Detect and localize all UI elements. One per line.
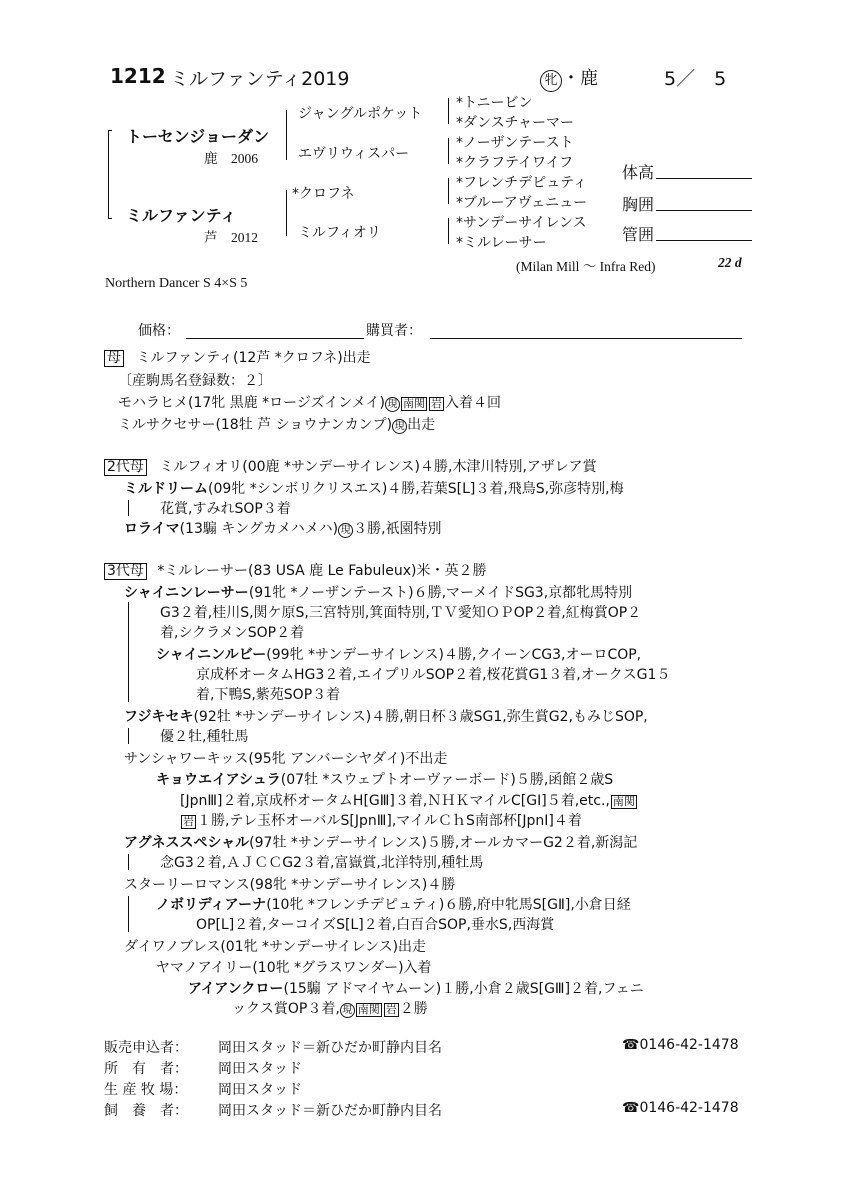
runner-shininruby-cont: 着,下鴨S,紫苑SOP３着 <box>196 687 341 703</box>
footer-label: 販売申込者： <box>104 1040 188 1056</box>
current-mark: 現 <box>385 397 400 412</box>
runner-shininracer-cont: G3２着,桂川S,関ケ原S,三宮特別,箕面特別,ＴＶ愛知ＯＰOP２着,紅梅賞OP２ <box>160 605 642 621</box>
footer-value: 岡田スタッド <box>218 1082 302 1098</box>
footer-value: 岡田スタッド＝新ひだか町静内目名 <box>218 1040 442 1056</box>
price-label: 価格： <box>138 323 180 339</box>
foal-count: 〔産駒馬名登録数：２〕 <box>118 373 272 389</box>
runner-shininruby-cont: 京成杯オータムHG3２着,エイプリルSOP２着,桜花賞G1３着,オークスG1５ <box>196 667 671 683</box>
footer-value: 岡田スタッド <box>218 1061 302 1077</box>
runner-roraima: ロライマ(13騸 キングカメハメハ) 現 ３勝,祇園特別 <box>124 521 442 537</box>
region-tag: 南関 <box>357 1003 380 1016</box>
sex-mark: 牝 <box>540 70 562 92</box>
girth-field[interactable] <box>656 210 752 211</box>
height-field[interactable] <box>656 178 752 179</box>
runner-noboridiana-cont: OP[L]２着,ターコイズS[L]２着,白百合SOP,垂水S,西海賞 <box>196 917 555 933</box>
buyer-field[interactable] <box>430 338 742 339</box>
dam-line: ミルファンティ(12芦 *クロフネ)出走 <box>136 350 371 366</box>
g3-7: *サンデーサイレンス <box>456 215 587 231</box>
runner-fujikiseki: フジキセキ(92牡 *サンデーサイレンス)４勝,朝日杯３歳SG1,弥生賞G2,もみじSOP, <box>124 709 648 725</box>
sex-badge <box>540 64 598 92</box>
region-tag: 岩 <box>385 1003 397 1016</box>
height-label: 体高 <box>622 163 655 182</box>
horse-name: ミルファンティ2019 <box>170 68 350 90</box>
dam-name: ミルファンティ <box>126 206 237 225</box>
footer-label: 所 有 者： <box>104 1061 188 1077</box>
price-field[interactable] <box>186 338 364 339</box>
lot-number: 1212 <box>110 64 166 88</box>
runner-ironclaw: アイアンクロー(15騸 アドマイヤムーン)１勝,小倉２歳S[GⅢ]２着,フェニ <box>188 981 644 997</box>
pedigree-brace <box>108 130 109 218</box>
third-dam-line: 3代母 *ミルレーサー(83 USA 鹿 Le Fabuleux)米・英２勝 <box>104 560 486 580</box>
region-tag: 岩 <box>430 397 442 410</box>
g3-3: *ノーザンテースト <box>456 135 574 151</box>
g3-4: *クラフテイワイフ <box>456 155 574 171</box>
dam-sire: *クロフネ <box>292 186 355 202</box>
runner-kyoeiashura-cont: [JpnⅢ]２着,京成杯オータムH[GⅢ]３着,ＮＨＫマイルC[GⅠ]５着,etc., 南関 <box>180 793 635 809</box>
dam-section-label: 母 <box>104 350 124 367</box>
runner-agnesspecial: アグネススペシャル(97牡 *サンデーサイレンス)５勝,オールカマーG2２着,新潟記 <box>124 835 638 851</box>
runner-yamanoairy: ヤマノアイリー(10牝 *グラスワンダー)入着 <box>156 960 432 976</box>
birth-date: 5／ 5 <box>664 68 727 90</box>
footer-value: 岡田スタッド＝新ひだか町静内目名 <box>218 1103 442 1119</box>
runner-starryromance: スターリーロマンス(98牝 *サンデーサイレンス)４勝 <box>124 877 456 893</box>
dam-section <box>104 347 371 367</box>
sire-sire: ジャングルポケット <box>298 106 423 122</box>
family-note: (Milan Mill ～ Infra Red) <box>516 259 656 274</box>
buyer-label: 購買者： <box>366 323 422 339</box>
foal-1: モハラヒメ(17牝 黒鹿 *ロージズインメイ) 現 南関 岩 入着４回 <box>118 395 501 411</box>
second-dam-line: 2代母 ミルフィオリ(00鹿 *サンデーサイレンス)４勝,木津川特別,アザレア賞 <box>104 456 597 476</box>
second-dam-label: 2代母 <box>104 459 147 476</box>
footer-label: 生 産 牧 場： <box>104 1082 188 1098</box>
g3-2: *ダンスチャーマー <box>456 115 575 131</box>
sire-name: トーセンジョーダン <box>126 127 270 146</box>
region-tag: 岩 <box>183 815 194 828</box>
runner-shininracer-cont: 着,シクラメンSOP２着 <box>160 625 305 641</box>
cannon-label: 管囲 <box>622 225 655 244</box>
phone: ☎0146-42-1478 <box>622 1037 739 1053</box>
runner-milldream: ミルドリーム(09牝 *シンボリクリスエス)４勝,若葉S[L]３着,飛鳥S,弥彦特別,梅 <box>124 481 624 497</box>
sire-dam: エヴリウィスパー <box>298 146 410 162</box>
inbreeding: Northern Dancer S 4×S 5 <box>105 276 248 291</box>
runner-kyoeiashura: キョウエイアシュラ(07牡 *スウェプトオーヴァーボード)５勝,函館２歳S <box>156 772 614 788</box>
sire-info: 鹿 2006 <box>204 151 258 166</box>
region-tag: 南関 <box>402 397 425 410</box>
current-mark: 現 <box>340 1003 355 1018</box>
foal-2: ミルサクセサー(18牡 芦 ショウナンカンプ) 現 出走 <box>118 417 436 433</box>
current-mark: 現 <box>338 523 353 538</box>
footer-label: 飼 養 者： <box>104 1103 188 1119</box>
dam-dam: ミルフィオリ <box>298 225 381 241</box>
current-mark: 現 <box>392 419 407 434</box>
runner-daiwanobless: ダイワノブレス(01牝 *サンデーサイレンス)出走 <box>124 939 427 955</box>
sex-color: ・鹿 <box>562 68 598 89</box>
runner-agnesspecial-cont: 念G3２着,ＡＪＣＣG2３着,富嶽賞,北洋特別,種牡馬 <box>160 855 484 871</box>
third-dam-label: 3代母 <box>104 563 147 580</box>
cannon-field[interactable] <box>656 240 752 241</box>
runner-milldream-cont: 花賞,すみれSOP３着 <box>160 501 291 517</box>
runner-fujikiseki-cont: 優２牡,種牡馬 <box>160 729 249 745</box>
runner-noboridiana: ノボリディアーナ(10牝 *フレンチデピュティ)６勝,府中牝馬S[GⅡ],小倉日経 <box>156 897 631 913</box>
runner-kyoeiashura-cont: 岩 １勝,テレ玉杯オーバルS[JpnⅢ],マイルＣｈS南部杯[JpnⅠ]４着 <box>183 813 582 829</box>
g3-1: *トニービン <box>456 95 533 111</box>
girth-label: 胸囲 <box>622 195 655 214</box>
dam-info: 芦 2012 <box>204 230 258 245</box>
region-tag: 南関 <box>612 795 635 808</box>
family-number: 22 d <box>718 255 742 270</box>
g3-5: *フレンチデピュティ <box>456 175 587 191</box>
runner-shininruby: シャイニンルビー(99牝 *サンデーサイレンス)４勝,クイーンCG3,オーロCOP, <box>156 647 642 663</box>
runner-sunshowerkiss: サンシャワーキッス(95牝 アンバーシヤダイ)不出走 <box>124 751 448 767</box>
runner-shininracer: シャイニンレーサー(91牝 *ノーザンテースト)６勝,マーメイドSG3,京都牝馬特別 <box>124 585 633 601</box>
g3-8: *ミルレーサー <box>456 235 547 251</box>
runner-ironclaw-cont: ックス賞OP３着, 現 南関 岩 ２勝 <box>232 1001 428 1017</box>
g3-6: *ブルーアヴェニュー <box>456 195 588 211</box>
phone: ☎0146-42-1478 <box>622 1100 739 1116</box>
